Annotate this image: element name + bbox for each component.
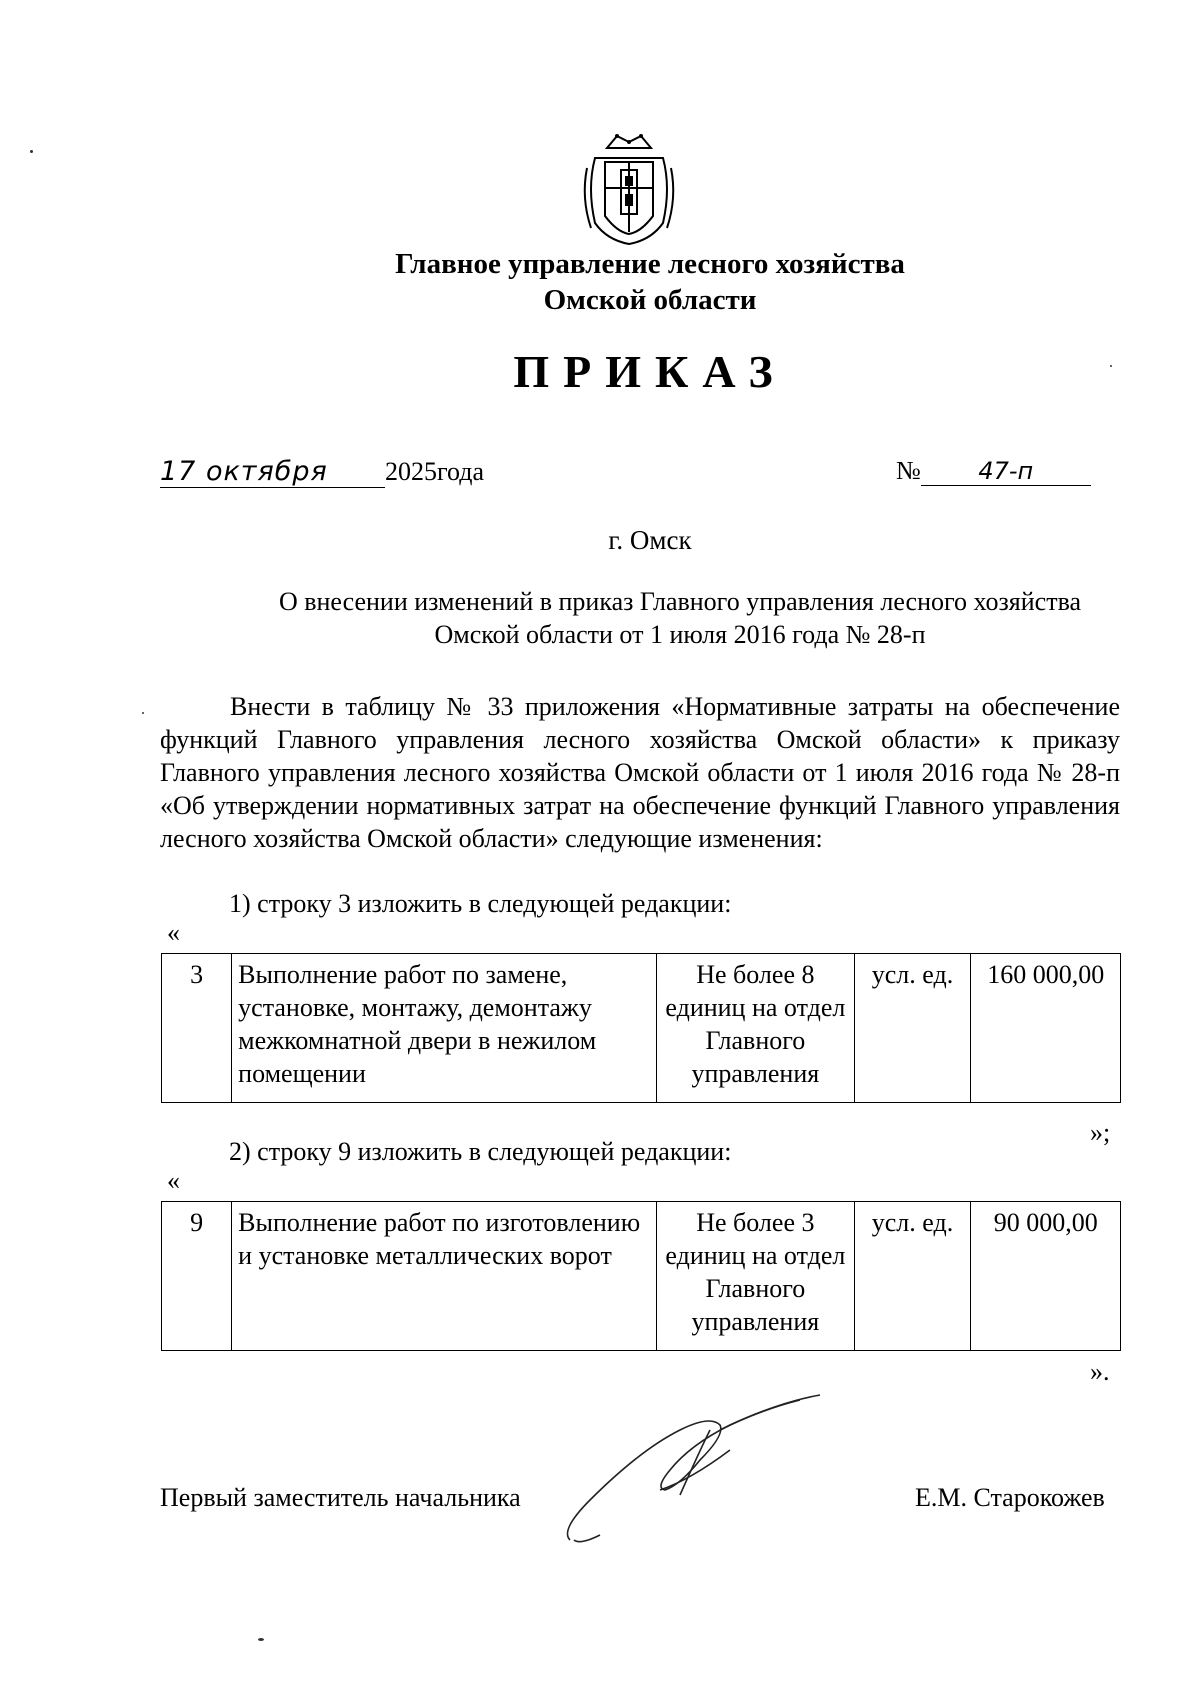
date-handwritten: 17 октября bbox=[160, 456, 385, 488]
signer-name: Е.М. Старокожев bbox=[915, 1483, 1105, 1512]
list-item-1: 1) строку 3 изложить в следующей редакции: bbox=[229, 889, 732, 918]
scan-speck bbox=[1110, 365, 1112, 367]
organization-name-line1: Главное управление лесного хозяйства bbox=[395, 248, 905, 280]
quote-open-2: « bbox=[167, 1166, 180, 1195]
scan-speck bbox=[142, 712, 144, 714]
scan-speck bbox=[30, 150, 33, 153]
quote-close-2: ». bbox=[1090, 1357, 1110, 1386]
organization-name-line2: Омской области bbox=[543, 284, 757, 316]
order-subject bbox=[220, 585, 1140, 651]
number-label: № bbox=[896, 456, 921, 485]
omsk-coat-of-arms-icon bbox=[577, 128, 681, 246]
row-unit: усл. ед. bbox=[854, 1202, 971, 1351]
row-price: 90 000,00 bbox=[971, 1202, 1121, 1351]
signer-position: Первый заместитель начальника bbox=[160, 1483, 521, 1512]
row-number: 3 bbox=[162, 954, 232, 1103]
scan-speck bbox=[258, 1638, 264, 1641]
quote-close-1: »; bbox=[1090, 1118, 1111, 1147]
row-unit: усл. ед. bbox=[854, 954, 971, 1103]
table-row bbox=[162, 954, 1121, 1103]
number-handwritten: 47-п bbox=[921, 457, 1091, 486]
table-row bbox=[162, 1202, 1121, 1351]
row-quantity: Не более 8 единиц на отдел Главного управления bbox=[657, 954, 854, 1103]
row-number: 9 bbox=[162, 1202, 232, 1351]
row-name: Выполнение работ по изготовлению и установке металлических ворот bbox=[232, 1202, 657, 1351]
order-date bbox=[160, 456, 530, 496]
main-paragraph: Внести в таблицу № 33 приложения «Нормативные затраты на обеспечение функций Главного управления лесного хозяйства Омской области» к приказу Главного управления лесного хозяйства Омской области от 1 июля 2016 года № 28-п «Об утверждении нормативных затрат на обеспечение функций Главного управления лесного хозяйства Омской области» следующие изменения: bbox=[160, 692, 1120, 853]
date-suffix: года bbox=[437, 457, 485, 486]
date-year: 2025 bbox=[385, 457, 437, 486]
replacement-row-table-9 bbox=[161, 1201, 1121, 1351]
row-quantity: Не более 3 единиц на отдел Главного управления bbox=[657, 1202, 854, 1351]
order-number bbox=[896, 456, 1106, 496]
city: г. Омск bbox=[608, 525, 692, 555]
row-name: Выполнение работ по замене, установке, монтажу, демонтажу межкомнатной двери в нежилом помещении bbox=[232, 954, 657, 1103]
document-type-title: ПРИКАЗ bbox=[513, 346, 787, 397]
list-item-2: 2) строку 9 изложить в следующей редакции: bbox=[229, 1137, 732, 1166]
subject-line2: Омской области от 1 июля 2016 года № 28-п bbox=[434, 620, 926, 649]
quote-open-1: « bbox=[167, 918, 180, 947]
handwritten-signature bbox=[560, 1390, 860, 1550]
replacement-row-table-3 bbox=[161, 953, 1121, 1103]
row-price: 160 000,00 bbox=[971, 954, 1121, 1103]
subject-line1: О внесении изменений в приказ Главного управления лесного хозяйства bbox=[278, 587, 1082, 616]
